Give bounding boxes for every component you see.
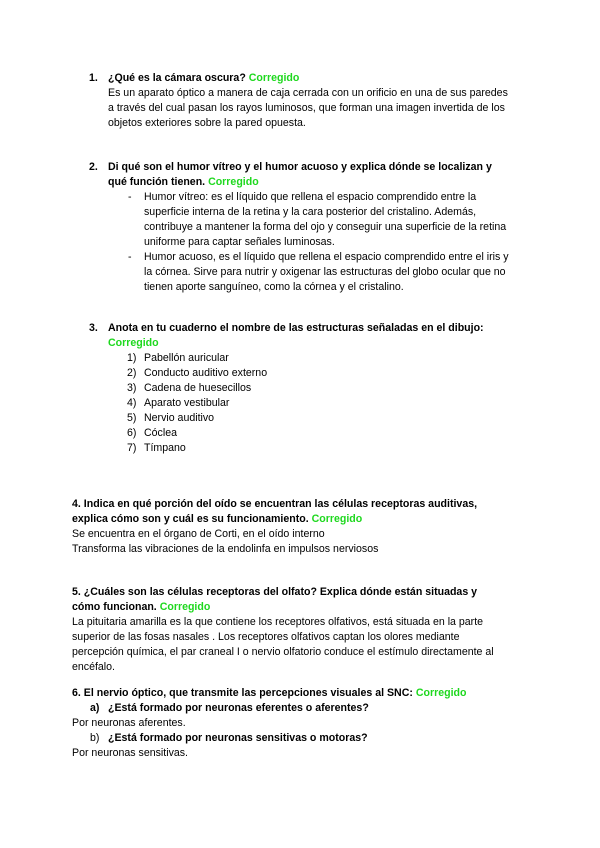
list-item [127, 366, 600, 381]
bullet-marker: - [128, 251, 132, 263]
question-4-title-line: 4. Indica en qué porción del oído se encuentran las células receptoras auditivas, [72, 498, 478, 510]
subquestion-b-text: ¿Está formado por neuronas sensitivas o motoras? [108, 732, 368, 744]
bullet-line: superficie interna de la retina y la cara posterior del cristalino. Además, [144, 206, 477, 218]
question-4-corrected-tag: Corregido [311, 513, 363, 525]
bullet-line: tienen aporte sanguíneo, como la córnea y el cristalino. [144, 281, 404, 293]
question-6-title: 6. El nervio óptico, que transmite las percepciones visuales al SNC: [72, 687, 413, 699]
list-item [127, 426, 600, 441]
list-item [0, 250, 600, 295]
bullet-line: Humor vítreo: es el líquido que rellena el espacio comprendido entre la [144, 191, 477, 203]
list-item-text: Nervio auditivo [144, 412, 215, 424]
list-item-number: 6) [127, 427, 137, 439]
list-item-text: Aparato vestibular [144, 397, 230, 409]
question-5-corrected-tag: Corregido [159, 601, 211, 613]
list-item [127, 351, 600, 366]
question-5-title-line: 5. ¿Cuáles son las células receptoras del olfato? Explica dónde están situadas y [72, 586, 478, 598]
list-item-number: 1) [127, 352, 137, 364]
question-4 [0, 497, 600, 557]
question-2-heading [0, 160, 600, 190]
list-item-number: 4) [127, 397, 137, 409]
question-2-number: 2. [89, 161, 98, 173]
question-1-corrected-tag: Corregido [248, 72, 300, 84]
list-item [127, 381, 600, 396]
list-item-text: Pabellón auricular [144, 352, 229, 364]
question-3-numbered-list [0, 351, 600, 456]
question-1-answer-line: a través del cual pasan los rayos luminosos, que forman una imagen invertida de los [108, 102, 505, 114]
subquestion-a-answer: Por neuronas aferentes. [72, 717, 186, 729]
question-5-answer-line: superior de las fosas nasales . Los receptores olfativos captan los olores mediante [72, 631, 460, 643]
question-1-title: ¿Qué es la cámara oscura? [108, 72, 246, 84]
question-3-number: 3. [89, 322, 98, 334]
question-1-answer-line: objetos exteriores sobre la pared opuesta. [108, 117, 306, 129]
bullet-line: contribuye a mantener la forma del ojo y conseguir una superficie de la retina [144, 221, 507, 233]
question-1-number: 1. [89, 72, 98, 84]
question-5-answer-line: percepción química, el par craneal I o nervio olfatorio conduce el estímulo directamente al [72, 646, 494, 658]
question-3 [0, 321, 600, 456]
question-2 [0, 160, 600, 295]
subquestion-b-answer: Por neuronas sensitivas. [72, 747, 189, 759]
question-2-title-line: qué función tienen. [108, 176, 206, 188]
question-3-corrected-tag: Corregido [108, 337, 159, 349]
list-item-text: Cadena de huesecillos [144, 382, 252, 394]
question-4-answer-line: Transforma las vibraciones de la endolinfa en impulsos nerviosos [72, 543, 379, 555]
question-5-title-line: cómo funcionan. [72, 601, 157, 613]
question-2-title-line: Di qué son el humor vítreo y el humor acuoso y explica dónde se localizan y [108, 161, 492, 173]
question-4-answer-line: Se encuentra en el órgano de Corti, en el oído interno [72, 528, 325, 540]
bullet-marker: - [128, 191, 132, 203]
bullet-line: uniforme para captar señales luminosas. [144, 236, 335, 248]
question-3-title-wrap [108, 321, 588, 351]
list-item [127, 396, 600, 411]
question-1-answer-line: Es un aparato óptico a manera de caja cerrada con un orificio en una de sus paredes [108, 87, 508, 99]
subquestion-a-text: ¿Está formado por neuronas eferentes o aferentes? [108, 702, 369, 714]
list-item-number: 5) [127, 412, 137, 424]
subquestion-b-marker: b) [90, 732, 100, 744]
list-item [127, 411, 600, 426]
question-6-corrected-tag: Corregido [415, 687, 467, 699]
question-2-title-wrap [108, 160, 588, 190]
list-item-text: Cóclea [144, 427, 177, 439]
question-1-answer [0, 86, 600, 131]
question-5-answer-line: encéfalo. [72, 661, 115, 673]
question-6-subquestion-b [72, 731, 600, 746]
subquestion-a-marker: a) [90, 702, 100, 714]
list-item-text: Conducto auditivo externo [144, 367, 268, 379]
question-3-heading [0, 321, 600, 351]
list-item-number: 2) [127, 367, 137, 379]
question-4-title-line: explica cómo son y cuál es su funcionamiento. [72, 513, 309, 525]
question-3-title: Anota en tu cuaderno el nombre de las estructuras señaladas en el dibujo: [108, 322, 484, 334]
question-2-bullet-list [0, 190, 600, 295]
list-item-number: 7) [127, 442, 137, 454]
question-1 [0, 71, 600, 131]
list-item-number: 3) [127, 382, 137, 394]
list-item-text: Tímpano [144, 442, 186, 454]
question-6 [0, 686, 600, 761]
question-5 [0, 585, 600, 675]
question-2-corrected-tag: Corregido [208, 176, 259, 188]
question-1-title-wrap [108, 71, 299, 86]
question-6-subquestion-a [72, 701, 600, 716]
list-item [127, 441, 600, 456]
bullet-line: la córnea. Sirve para nutrir y oxigenar las estructuras del globo ocular que no [144, 266, 506, 278]
list-item [0, 190, 600, 250]
question-5-answer-line: La pituitaria amarilla es la que contiene los receptores olfativos, está situada en la parte [72, 616, 484, 628]
bullet-line: Humor acuoso, es el líquido que rellena el espacio comprendido entre el iris y [144, 251, 509, 263]
question-1-heading [0, 71, 600, 86]
